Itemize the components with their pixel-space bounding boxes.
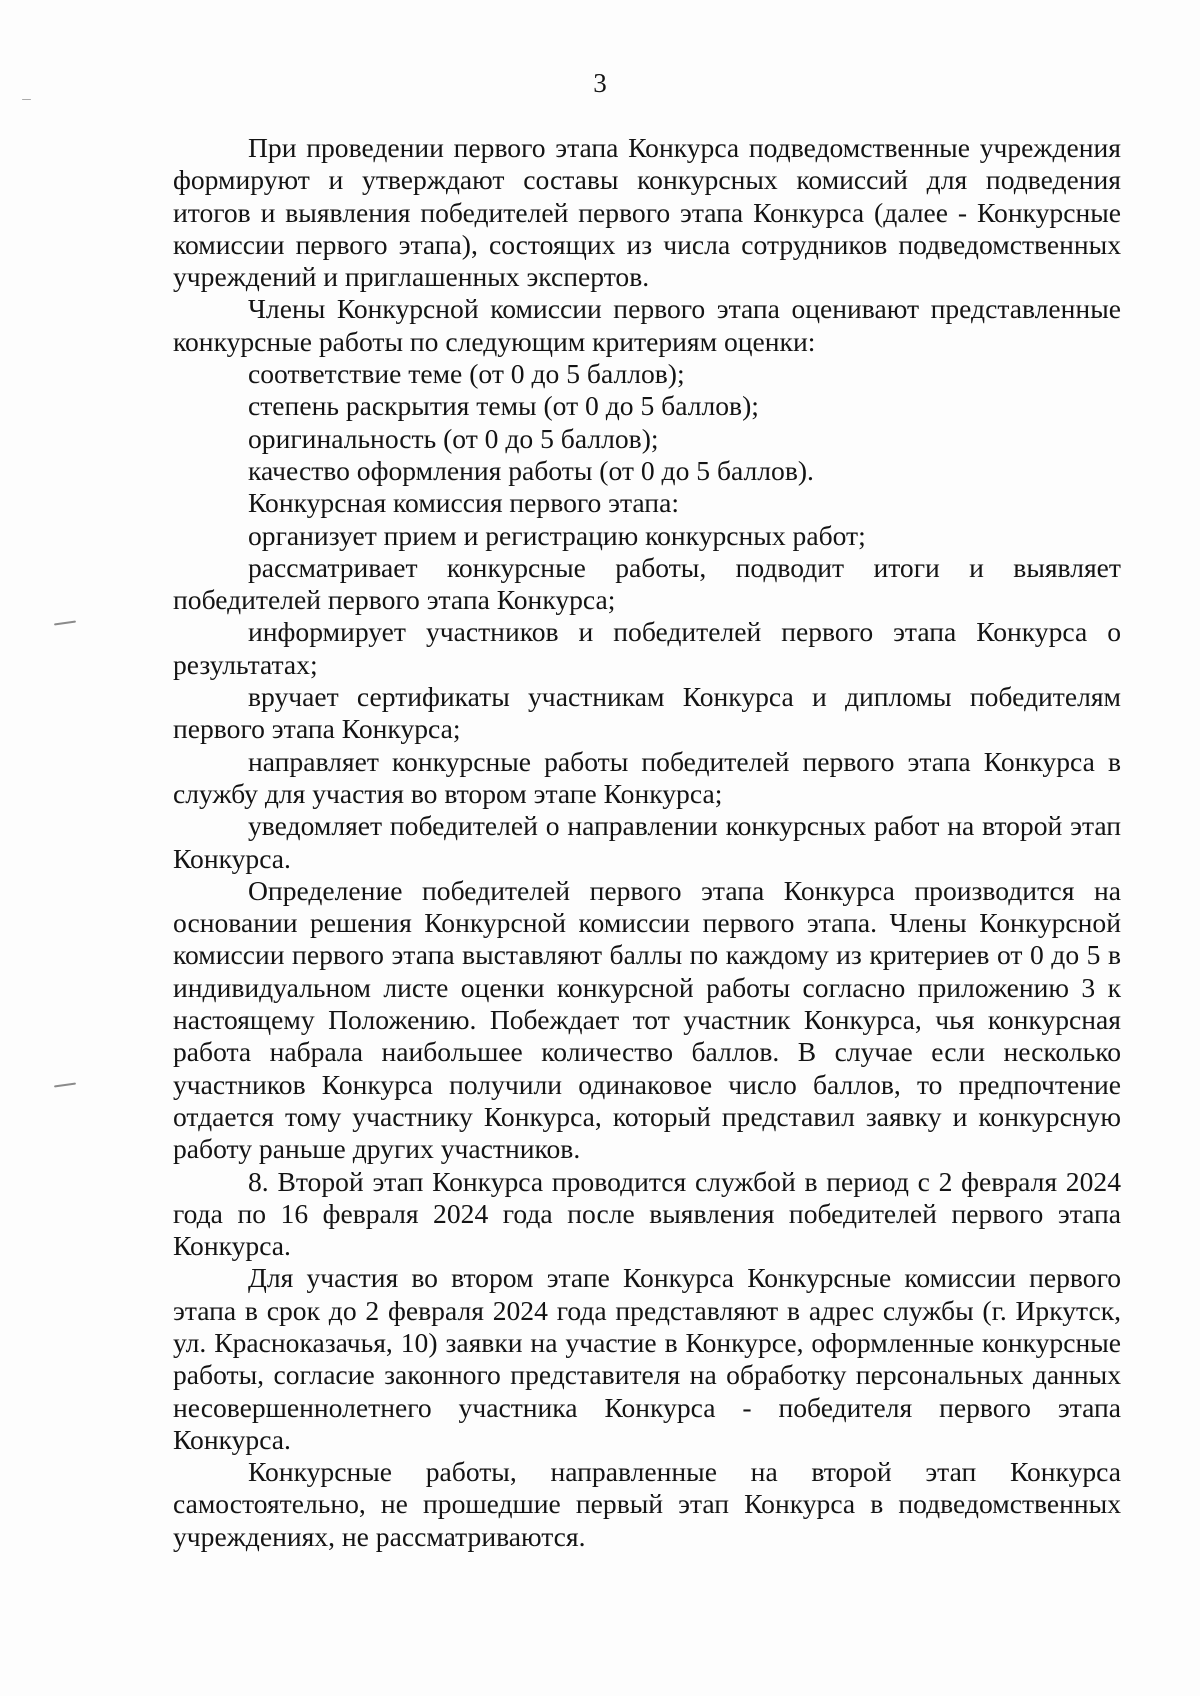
paragraph-criteria-intro: Члены Конкурсной комиссии первого этапа оценивают представленные конкурсные работы по следующим критериям оценки: bbox=[173, 293, 1121, 357]
criterion-originality: оригинальность (от 0 до 5 баллов); bbox=[248, 422, 659, 454]
criterion-design: качество оформления работы (от 0 до 5 баллов). bbox=[248, 454, 814, 486]
duty-registration: организует прием и регистрацию конкурсных работ; bbox=[248, 519, 866, 551]
paragraph-commission-duties-intro: Конкурсная комиссия первого этапа: bbox=[248, 487, 679, 519]
paragraph-winner-determination: Определение победителей первого этапа Конкурса производится на основании решения Конкурсной комиссии первого этапа. Члены Конкурсной комиссии первого этапа выставляют баллы по каждому из критериев от 0 до 5 в индивидуальном листе оценки конкурсной работы согласно приложению 3 к настоящему Положению. Побеждает тот участник Конкурса, чья конкурсная работа набрала наибольшее количество баллов. В случае если несколько участников Конкурса получили одинаковое число баллов, то предпочтение отдается тому участнику Конкурса, который представил заявку и конкурсную работу раньше других участников. bbox=[173, 874, 1121, 1165]
duty-certificates: вручает сертификаты участникам Конкурса и дипломы победителям первого этапа Конкурса; bbox=[173, 681, 1121, 745]
document-body bbox=[173, 132, 1121, 1553]
paragraph-second-stage-submission: Для участия во втором этапе Конкурса Конкурсные комиссии первого этапа в срок до 2 февраля 2024 года представляют в адрес службы (г. Иркутск, ул. Красноказачья, 10) заявки на участие в Конкурсе, оформленные конкурсные работы, согласие законного представителя на обработку персональных данных несовершеннолетнего участника Конкурса - победителя первого этапа Конкурса. bbox=[173, 1262, 1121, 1455]
duty-review: рассматривает конкурсные работы, подводит итоги и выявляет победителей первого этапа Конкурса; bbox=[173, 551, 1121, 616]
paragraph-second-stage: 8. Второй этап Конкурса проводится службой в период с 2 февраля 2024 года по 16 февраля 2024 года после выявления победителей первого этапа Конкурса. bbox=[173, 1165, 1121, 1262]
page-number: 3 bbox=[593, 68, 607, 98]
criterion-theme: соответствие теме (от 0 до 5 баллов); bbox=[248, 358, 685, 390]
duty-inform: информирует участников и победителей первого этапа Конкурса о результатах; bbox=[173, 616, 1121, 680]
paragraph-not-considered: Конкурсные работы, направленные на второй этап Конкурса самостоятельно, не прошедшие первый этап Конкурса в подведомственных учреждениях, не рассматриваются. bbox=[173, 1456, 1121, 1552]
scan-artifact-mark bbox=[54, 620, 76, 625]
duty-notify: уведомляет победителей о направлении конкурсных работ на второй этап Конкурса. bbox=[173, 810, 1121, 874]
duty-forward-works: направляет конкурсные работы победителей первого этапа Конкурса в службу для участия во втором этапе Конкурса; bbox=[173, 745, 1121, 809]
scan-artifact-mark bbox=[22, 99, 31, 100]
scan-artifact-mark bbox=[54, 1082, 76, 1087]
criterion-disclosure: степень раскрытия темы (от 0 до 5 баллов); bbox=[248, 390, 759, 422]
paragraph-commissions: При проведении первого этапа Конкурса подведомственные учреждения формируют и утверждают составы конкурсных комиссий для подведения итогов и выявления победителей первого этапа Конкурса (далее - Конкурсные комиссии первого этапа), состоящих из числа сотрудников подведомственных учреждений и приглашенных экспертов. bbox=[173, 132, 1121, 293]
